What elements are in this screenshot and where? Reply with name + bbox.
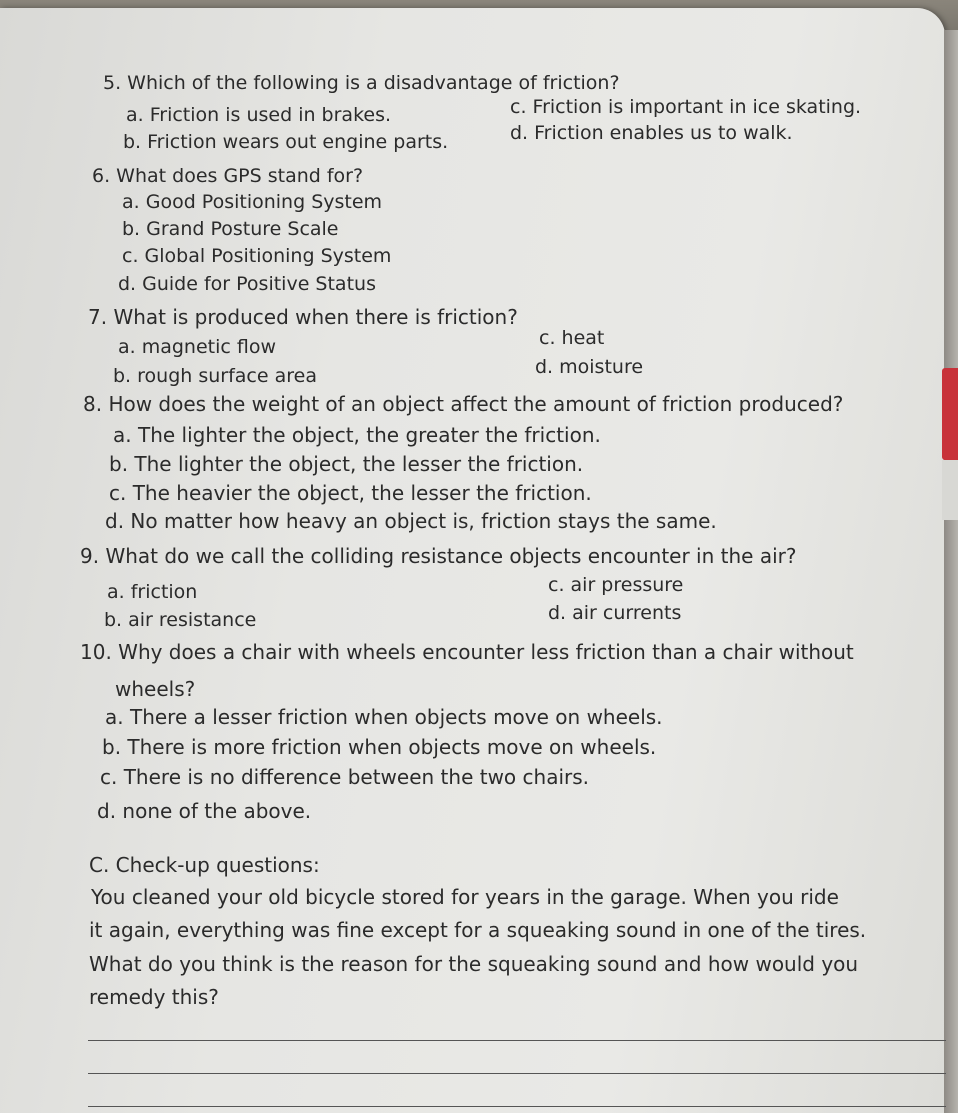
page-stack-edge	[944, 30, 958, 1113]
question-7-option-d: d. moisture	[535, 356, 644, 378]
question-8-option-d: d. No matter how heavy an object is, friction stays the same.	[105, 509, 717, 533]
answer-line-2[interactable]	[88, 1073, 946, 1074]
question-8-option-a: a. The lighter the object, the greater the friction.	[113, 423, 601, 447]
question-10-option-d: d. none of the above.	[97, 799, 312, 823]
question-6-option-d: d. Guide for Positive Status	[118, 273, 376, 295]
question-7-option-c: c. heat	[539, 327, 605, 349]
section-c-line-1: You cleaned your old bicycle stored for years in the garage. When you ride	[91, 885, 839, 909]
question-6-option-a: a. Good Positioning System	[122, 191, 383, 213]
question-9-stem: 9. What do we call the colliding resistance objects encounter in the air?	[80, 544, 797, 568]
red-page-tab	[942, 368, 958, 460]
section-c-heading: C. Check-up questions:	[89, 853, 320, 877]
question-10-stem-line-1: 10. Why does a chair with wheels encounter less friction than a chair without	[80, 640, 854, 664]
section-c-line-3: What do you think is the reason for the squeaking sound and how would you	[89, 952, 859, 976]
question-9-option-b: b. air resistance	[104, 609, 257, 631]
question-9-option-c: c. air pressure	[548, 574, 684, 596]
page-tab	[942, 460, 958, 520]
question-10-option-b: b. There is more friction when objects move on wheels.	[102, 735, 657, 759]
question-8-option-b: b. The lighter the object, the lesser the friction.	[109, 452, 584, 476]
section-c-line-2: it again, everything was fine except for a squeaking sound in one of the tires.	[89, 918, 867, 942]
question-10-option-c: c. There is no difference between the two chairs.	[100, 765, 590, 789]
question-5-option-c: c. Friction is important in ice skating.	[510, 96, 862, 118]
question-6-option-b: b. Grand Posture Scale	[122, 218, 339, 240]
question-5-option-a: a. Friction is used in brakes.	[126, 104, 392, 126]
question-10-stem-line-2: wheels?	[115, 677, 196, 701]
question-7-option-a: a. magnetic flow	[118, 336, 277, 358]
question-5-option-b: b. Friction wears out engine parts.	[123, 131, 449, 153]
question-9-option-a: a. friction	[107, 581, 198, 603]
question-8-stem: 8. How does the weight of an object affect the amount of friction produced?	[83, 392, 844, 416]
question-10-option-a: a. There a lesser friction when objects move on wheels.	[105, 705, 663, 729]
question-7-option-b: b. rough surface area	[113, 365, 317, 387]
question-9-option-d: d. air currents	[548, 602, 682, 624]
section-c-line-4: remedy this?	[89, 985, 219, 1009]
question-6-option-c: c. Global Positioning System	[122, 245, 392, 267]
question-8-option-c: c. The heavier the object, the lesser the friction.	[109, 481, 592, 505]
question-5-stem: 5. Which of the following is a disadvantage of friction?	[103, 72, 620, 94]
question-5-option-d: d. Friction enables us to walk.	[510, 122, 793, 144]
question-7-stem: 7. What is produced when there is friction?	[88, 305, 518, 329]
answer-line-1[interactable]	[88, 1040, 946, 1041]
question-6-stem: 6. What does GPS stand for?	[92, 165, 364, 187]
answer-line-3[interactable]	[88, 1106, 946, 1107]
